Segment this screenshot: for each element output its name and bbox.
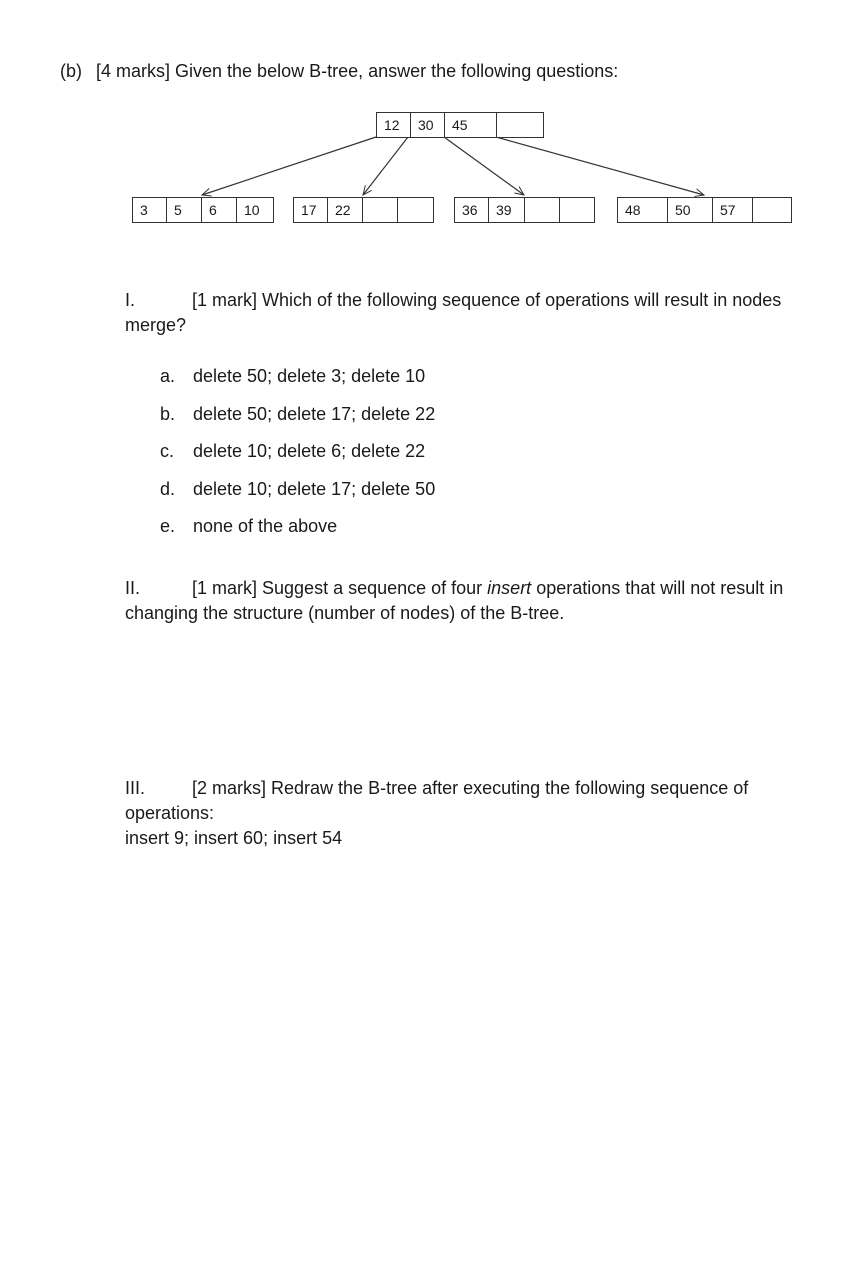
- option-text: delete 10; delete 6; delete 22: [193, 441, 426, 461]
- option-text: delete 10; delete 17; delete 50: [193, 478, 436, 499]
- key-cell: [445, 113, 497, 138]
- key-value: 50: [675, 202, 691, 218]
- key-value: 6: [209, 202, 217, 218]
- key-value: 10: [244, 202, 260, 218]
- key-value: 48: [625, 202, 641, 218]
- leaf-node: [455, 198, 595, 223]
- q2-text-em: insert: [487, 578, 532, 598]
- key-cell: [713, 198, 753, 223]
- q3-text-line2: operations:: [125, 803, 215, 823]
- key-cell: [753, 198, 792, 223]
- leaf-node: [294, 198, 434, 223]
- question-3: [125, 776, 825, 851]
- key-cell: [398, 198, 434, 223]
- leaf-node: [133, 198, 274, 223]
- key-cell: [237, 198, 274, 223]
- q2-text-after: operations that will not result in: [531, 578, 784, 598]
- option-letter: d.: [160, 478, 176, 499]
- option-d[interactable]: [160, 477, 435, 515]
- key-cell: [411, 113, 445, 138]
- option-b[interactable]: [160, 402, 435, 440]
- key-cell: [328, 198, 363, 223]
- option-letter: c.: [160, 441, 175, 461]
- tree-edge: [496, 137, 704, 195]
- q2-text-line2: changing the structure (number of nodes) of the B-tree.: [125, 603, 565, 623]
- tree-edge: [363, 137, 408, 195]
- key-value: 45: [452, 117, 468, 133]
- key-cell: [133, 198, 167, 223]
- key-value: 36: [462, 202, 478, 218]
- option-text: delete 50; delete 3; delete 10: [193, 366, 426, 386]
- key-value: 12: [384, 117, 400, 133]
- key-cell: [668, 198, 713, 223]
- q1-options: [160, 364, 435, 552]
- tree-nodes: [133, 113, 792, 223]
- key-value: 5: [174, 202, 182, 218]
- option-letter: b.: [160, 403, 176, 424]
- question-2: [125, 576, 825, 626]
- q2-text-before: [1 mark] Suggest a sequence of four: [192, 578, 488, 598]
- key-cell: [525, 198, 560, 223]
- leaf-node: [618, 198, 792, 223]
- root-node: [377, 113, 544, 138]
- key-cell: [363, 198, 398, 223]
- option-letter: a.: [160, 366, 176, 386]
- option-text: delete 50; delete 17; delete 22: [193, 403, 436, 424]
- part-label: (b): [60, 61, 82, 81]
- option-a[interactable]: [160, 364, 435, 402]
- key-cell: [167, 198, 202, 223]
- key-cell: [455, 198, 489, 223]
- tree-edges: [202, 137, 704, 195]
- q3-text-line1: [2 marks] Redraw the B-tree after executing the following sequence of: [192, 778, 749, 798]
- key-value: 3: [140, 202, 148, 218]
- q2-number: II.: [125, 578, 141, 598]
- part-text: [4 marks] Given the below B-tree, answer the following questions:: [96, 61, 619, 81]
- q1-number: I.: [125, 290, 136, 310]
- key-cell: [202, 198, 237, 223]
- tree-edge: [444, 137, 524, 195]
- key-value: 22: [335, 202, 351, 218]
- key-value: 17: [301, 202, 317, 218]
- key-cell: [489, 198, 525, 223]
- option-letter: e.: [160, 516, 176, 536]
- key-cell: [560, 198, 595, 223]
- q3-text-line3: insert 9; insert 60; insert 54: [125, 828, 343, 848]
- key-cell: [497, 113, 544, 138]
- key-cell: [294, 198, 328, 223]
- key-value: 30: [418, 117, 434, 133]
- q1-text-line2: merge?: [125, 315, 187, 335]
- key-cell: [618, 198, 668, 223]
- key-value: 39: [496, 202, 512, 218]
- question-1: [125, 288, 825, 338]
- option-text: none of the above: [193, 516, 338, 536]
- tree-edge: [202, 137, 376, 195]
- option-e[interactable]: [160, 514, 435, 552]
- key-cell: [377, 113, 411, 138]
- b-tree-diagram: [0, 0, 850, 260]
- q3-number: III.: [125, 778, 146, 798]
- option-c[interactable]: [160, 439, 435, 477]
- q1-text-line1: [1 mark] Which of the following sequence of operations will result in nodes: [192, 290, 782, 310]
- key-value: 57: [720, 202, 736, 218]
